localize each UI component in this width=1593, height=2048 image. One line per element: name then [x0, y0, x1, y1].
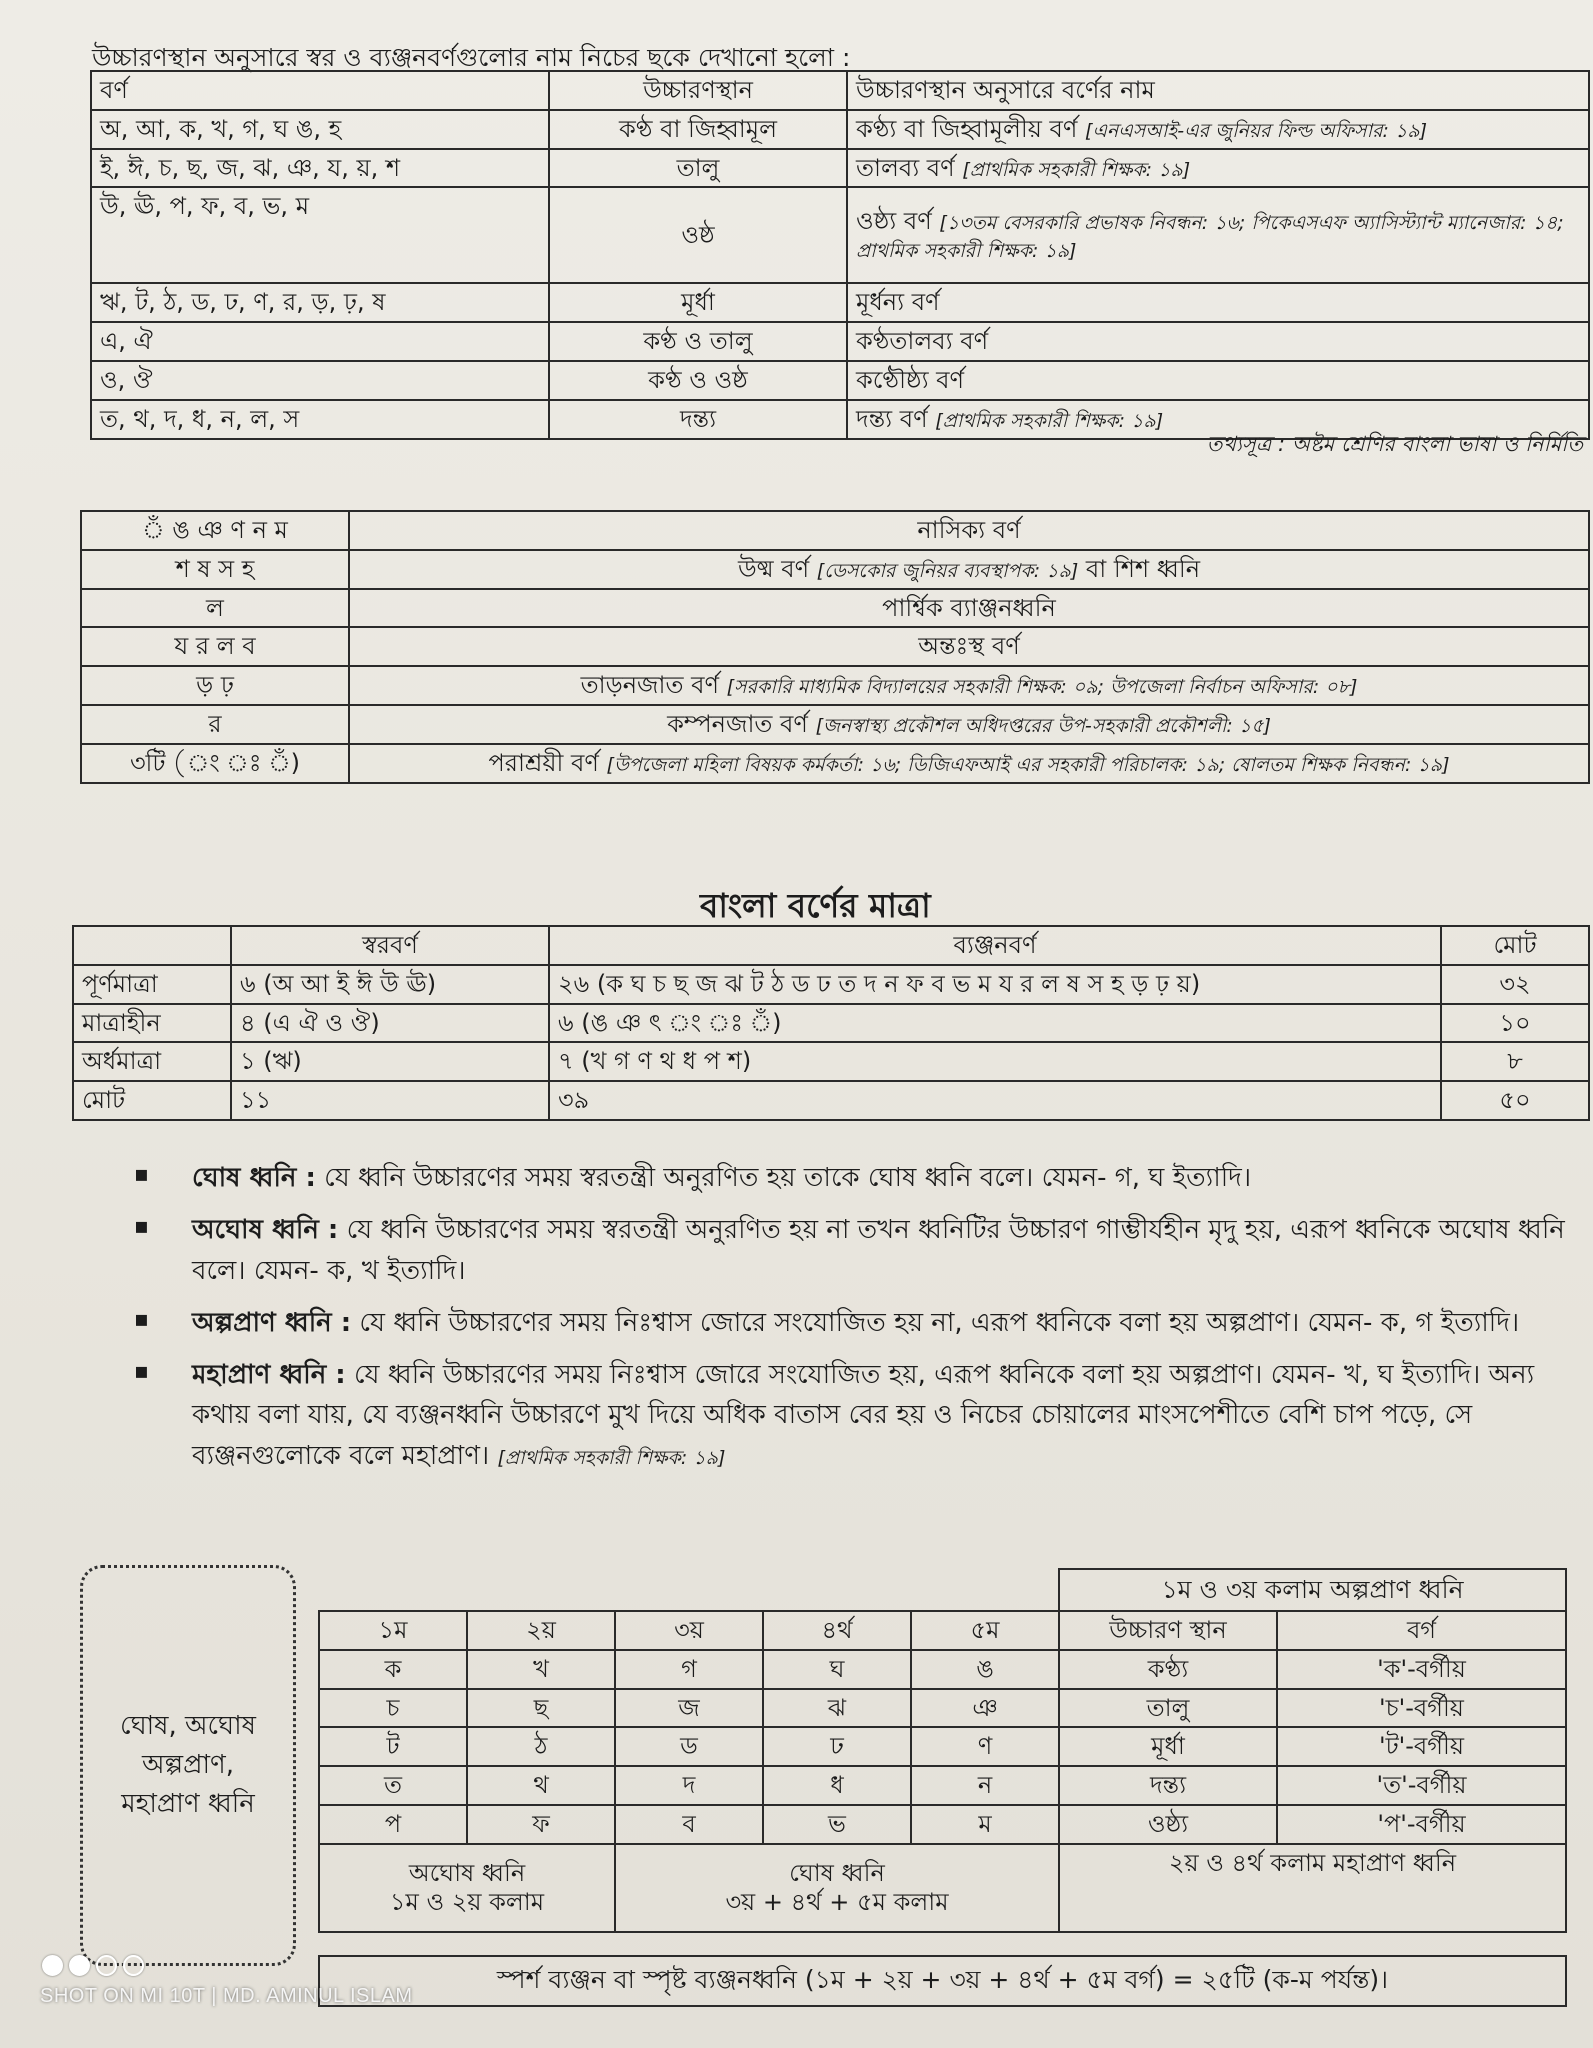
table-cell: 'চ'-বর্গীয় — [1277, 1689, 1566, 1728]
dot — [96, 1955, 117, 1976]
col-header-vowels: স্বরবর্ণ — [231, 926, 549, 965]
place-cell: দন্ত্য — [549, 400, 847, 439]
exam-note: [উপজেলা মহিলা বিষয়ক কর্মকর্তা: ১৬; ডিজিএফআই এর সহকারী পরিচালক: ১৯; ষোলতম শিক্ষক নিবন্ধন: ১৯] — [606, 753, 1450, 776]
table-cell: ম — [911, 1805, 1059, 1844]
table-cell: কণ্ঠ্য — [1059, 1650, 1277, 1689]
col-header-total: মোট — [1441, 926, 1589, 965]
table-header-row — [73, 926, 1589, 965]
col-header-place: উচ্চারণস্থান — [549, 71, 847, 110]
table-cell: ঠ — [467, 1727, 615, 1766]
letter-name: দন্ত্য বর্ণ — [856, 404, 928, 433]
row-label: মাত্রাহীন — [73, 1004, 231, 1043]
matra-table — [72, 925, 1590, 1121]
table-cell: ণ — [911, 1727, 1059, 1766]
col-header-blank — [73, 926, 231, 965]
letters-cell: অ, আ, ক, খ, গ, ঘ ঙ, হ — [91, 110, 549, 149]
place-cell: কণ্ঠ ও ওষ্ঠ — [549, 361, 847, 400]
table-cell: 'প'-বর্গীয় — [1277, 1805, 1566, 1844]
vowels-cell: ৪ (এ ঐ ও ঔ) — [231, 1004, 549, 1043]
table-cell: দন্ত্য — [1059, 1766, 1277, 1805]
section-title: বাংলা বর্ণের মাত্রা — [700, 886, 931, 925]
table-row — [73, 1081, 1589, 1120]
pagination-dots — [42, 1955, 144, 1976]
aghosh-title: অঘোষ ধ্বনি — [408, 1858, 526, 1887]
table-cell: ঙ — [911, 1650, 1059, 1689]
table-row — [73, 1042, 1589, 1081]
table-row — [81, 627, 1589, 666]
letters-cell: ড় ঢ় — [81, 666, 349, 705]
table-cell: ব — [615, 1805, 763, 1844]
letters-cell: ও, ঔ — [91, 361, 549, 400]
table-row — [319, 1766, 1566, 1805]
definition: যে ধ্বনি উচ্চারণের সময় নিঃশ্বাস জোরে সংযোজিত হয় না, এরূপ ধ্বনিকে বলা হয় অল্পপ্রাণ। যেমন- ক, গ ইত্যাদি। — [359, 1307, 1520, 1338]
box-line: মহাপ্রাণ ধ্বনি — [121, 1789, 255, 1819]
exam-note: [প্রাথমিক সহকারী শিক্ষক: ১৯] — [935, 409, 1164, 432]
place-cell: মূর্ধা — [549, 283, 847, 322]
row-label: পূর্ণমাত্রা — [73, 965, 231, 1004]
col-header-name: উচ্চারণস্থান অনুসারে বর্ণের নাম — [847, 71, 1589, 110]
ghosh-sub: ৩য় + ৪র্থ + ৫ম কলাম — [725, 1887, 949, 1916]
letter-name: কম্পনজাত বর্ণ — [667, 709, 808, 738]
vowels-cell: ১১ — [231, 1081, 549, 1120]
exam-note: [প্রাথমিক সহকারী শিক্ষক: ১৯] — [962, 158, 1191, 181]
col-header: ৫ম — [911, 1611, 1059, 1650]
list-item — [140, 1210, 1580, 1291]
sparsha-summary: স্পর্শ ব্যঞ্জন বা স্পৃষ্ট ব্যঞ্জনধ্বনি (১ম + ২য় + ৩য় + ৪র্থ + ৫ম বর্গ) = ২৫টি (ক-ম পর্যন্ত)। — [318, 1955, 1567, 2007]
name-cell — [847, 110, 1589, 149]
table-cell: ঘ — [763, 1650, 911, 1689]
definition: যে ধ্বনি উচ্চারণের সময় স্বরতন্ত্রী অনুরণিত হয় তাকে ঘোষ ধ্বনি বলে। যেমন- গ, ঘ ইত্যাদি। — [324, 1163, 1252, 1193]
term: অঘোষ ধ্বনি : — [192, 1215, 339, 1246]
letters-cell: উ, ঊ, প, ফ, ব, ভ, ম — [91, 187, 549, 283]
table-cell: ছ — [467, 1689, 615, 1728]
phonetic-box-label — [80, 1565, 296, 1966]
table-cell: ভ — [763, 1805, 911, 1844]
letters-cell: এ, ঐ — [91, 322, 549, 361]
col-header: বর্গ — [1277, 1611, 1566, 1650]
alpaprana-header: ১ম ও ৩য় কলাম অল্পপ্রাণ ধ্বনি — [1058, 1568, 1567, 1612]
table-cell: ঞ — [911, 1689, 1059, 1728]
total-cell: ৮ — [1441, 1042, 1589, 1081]
consonants-cell: ৬ (ঙ ঞ ৎ ং ঃ ঁ) — [549, 1004, 1441, 1043]
exam-note: [প্রাথমিক সহকারী শিক্ষক: ১৯] — [497, 1446, 726, 1469]
letters-cell: ল — [81, 589, 349, 628]
name-cell: কণ্ঠৌষ্ঠ্য বর্ণ — [847, 361, 1589, 400]
table-cell: ক — [319, 1650, 467, 1689]
table-cell: 'ত'-বর্গীয় — [1277, 1766, 1566, 1805]
letters-cell: ঋ, ট, ঠ, ড, ঢ, ণ, র, ড়, ঢ়, ষ — [91, 283, 549, 322]
table-row — [81, 705, 1589, 744]
table-row — [73, 1004, 1589, 1043]
table-row — [319, 1844, 1566, 1932]
table-cell: তালু — [1059, 1689, 1277, 1728]
definition: যে ধ্বনি উচ্চারণের সময় নিঃশ্বাস জোরে সংযোজিত হয়, এরূপ ধ্বনিকে বলা হয় অল্পপ্রাণ। যেমন- খ, ঘ ইত্যাদি। অন্য কথায় বলা যায়, যে ব্যঞ্জনধ্বনি উচ্চারণে মুখ দিয়ে অধিক বাতাস বের হয় ও নিচের চোয়ালের মাংসপেশীতে বেশি চাপ পড়ে, সে ব্যঞ্জনগুলোকে বলে মহাপ্রাণ। — [192, 1360, 1535, 1471]
table-cell: খ — [467, 1650, 615, 1689]
letter-name: তাড়নজাত বর্ণ — [580, 671, 719, 700]
table-row — [319, 1689, 1566, 1728]
name-cell: মূর্ধন্য বর্ণ — [847, 283, 1589, 322]
definition-list — [140, 1158, 1580, 1488]
letters-cell: শ ষ স হ — [81, 550, 349, 589]
list-item — [140, 1158, 1580, 1198]
letter-name: পরাশ্রয়ী বর্ণ — [488, 748, 599, 777]
table-row — [91, 187, 1589, 283]
letters-cell: ঁ ঙ ঞ ণ ন ম — [81, 511, 349, 550]
table-cell: ঝ — [763, 1689, 911, 1728]
exam-note: [জনস্বাস্থ্য প্রকৌশল অধিদপ্তরের উপ-সহকারী প্রকৌশলী: ১৫] — [815, 714, 1271, 737]
table-row — [81, 589, 1589, 628]
exam-note: [সরকারি মাধ্যমিক বিদ্যালয়ের সহকারী শিক্ষক: ০৯; উপজেলা নির্বাচন অফিসার: ০৮] — [726, 676, 1358, 699]
col-header: ৩য় — [615, 1611, 763, 1650]
mahaprana-cell: ২য় ও ৪র্থ কলাম মহাপ্রাণ ধ্বনি — [1059, 1844, 1566, 1932]
col-header-letters: বর্ণ — [91, 71, 549, 110]
place-cell: কণ্ঠ বা জিহ্বামূল — [549, 110, 847, 149]
box-line: ঘোষ, অঘোষ — [120, 1711, 256, 1741]
col-header: উচ্চারণ স্থান — [1059, 1611, 1277, 1650]
row-label: মোট — [73, 1081, 231, 1120]
table-row — [91, 322, 1589, 361]
exam-note: [ডেসকোর জুনিয়র ব্যবস্থাপক: ১৯] — [816, 559, 1079, 582]
list-item — [140, 1355, 1580, 1476]
table-cell: চ — [319, 1689, 467, 1728]
table-row — [73, 965, 1589, 1004]
table-row — [319, 1650, 1566, 1689]
table-cell: জ — [615, 1689, 763, 1728]
aghosh-sub: ১ম ও ২য় কলাম — [389, 1887, 545, 1916]
source-note: তথ্যসূত্র : অষ্টম শ্রেণির বাংলা ভাষা ও নির্মিতি — [1206, 432, 1583, 456]
ghosh-title: ঘোষ ধ্বনি — [789, 1858, 885, 1887]
name-cell: কণ্ঠতালব্য বর্ণ — [847, 322, 1589, 361]
col-header-consonants: ব্যঞ্জনবর্ণ — [549, 926, 1441, 965]
name-cell — [349, 744, 1589, 783]
place-cell: ওষ্ঠ — [549, 187, 847, 283]
place-cell: তালু — [549, 149, 847, 188]
col-header: ১ম — [319, 1611, 467, 1650]
letters-cell: র — [81, 705, 349, 744]
letter-name: কণ্ঠ্য বা জিহ্বামূলীয় বর্ণ — [856, 114, 1078, 143]
table-cell: প — [319, 1805, 467, 1844]
col-header: ৪র্থ — [763, 1611, 911, 1650]
table-cell: ফ — [467, 1805, 615, 1844]
pronunciation-place-table — [90, 70, 1590, 440]
dot — [69, 1955, 90, 1976]
vowels-cell: ১ (ঋ) — [231, 1042, 549, 1081]
intro-text: উচ্চারণস্থান অনুসারে স্বর ও ব্যঞ্জনবর্ণগুলোর নাম নিচের ছকে দেখানো হলো : — [92, 43, 851, 72]
consonants-cell: ৭ (খ গ ণ থ ধ প শ) — [549, 1042, 1441, 1081]
table-cell: দ — [615, 1766, 763, 1805]
term: অল্পপ্রাণ ধ্বনি : — [192, 1307, 352, 1338]
letter-name: ওষ্ঠ্য বর্ণ — [856, 206, 932, 235]
dot — [123, 1955, 144, 1976]
total-cell: ৩২ — [1441, 965, 1589, 1004]
name-cell — [847, 187, 1589, 283]
term: ঘোষ ধ্বনি : — [192, 1163, 316, 1193]
sparsha-varna-table — [318, 1610, 1567, 1933]
table-cell: 'ট'-বর্গীয় — [1277, 1727, 1566, 1766]
exam-note: [এনএসআই-এর জুনিয়র ফিল্ড অফিসার: ১৯] — [1085, 119, 1428, 142]
table-cell: ধ — [763, 1766, 911, 1805]
box-line: অল্পপ্রাণ, — [141, 1750, 234, 1780]
exam-note: [১৩তম বেসরকারি প্রভাষক নিবন্ধন: ১৬; পিকেএসএফ অ্যাসিস্ট্যান্ট ম্যানেজার: ১৪; প্রাথমিক সহকারী শিক্ষক: ১৯] — [856, 211, 1564, 263]
ghosh-cell — [615, 1844, 1059, 1932]
dot — [42, 1955, 63, 1976]
table-header-row — [91, 71, 1589, 110]
table-cell: ওষ্ঠ্য — [1059, 1805, 1277, 1844]
table-cell: ট — [319, 1727, 467, 1766]
alt-name: বা শিশ ধ্বনি — [1085, 554, 1201, 583]
table-cell: ন — [911, 1766, 1059, 1805]
name-cell — [349, 705, 1589, 744]
camera-watermark: SHOT ON MI 10T | MD. AMINUL ISLAM — [40, 1985, 413, 2007]
table-row — [91, 149, 1589, 188]
table-row — [319, 1727, 1566, 1766]
table-row — [81, 744, 1589, 783]
name-cell — [349, 666, 1589, 705]
table-header-row — [319, 1611, 1566, 1650]
letters-cell: ত, থ, দ, ধ, ন, ল, স — [91, 400, 549, 439]
term: মহাপ্রাণ ধ্বনি : — [192, 1360, 346, 1391]
letter-name: উষ্ম বর্ণ — [737, 554, 810, 583]
aghosh-cell — [319, 1844, 615, 1932]
name-cell — [847, 149, 1589, 188]
table-row — [81, 511, 1589, 550]
table-row — [81, 550, 1589, 589]
table-row — [91, 110, 1589, 149]
name-cell: পার্শ্বিক ব্যাঞ্জনধ্বনি — [349, 589, 1589, 628]
name-cell: নাসিক্য বর্ণ — [349, 511, 1589, 550]
letter-name: তালব্য বর্ণ — [856, 153, 955, 182]
consonants-cell: ২৬ (ক ঘ চ ছ জ ঝ ট ঠ ড ঢ ত দ ন ফ ব ভ ম য র ল ষ স হ ড় ঢ় য়) — [549, 965, 1441, 1004]
name-cell — [349, 550, 1589, 589]
table-cell: 'ক'-বর্গীয় — [1277, 1650, 1566, 1689]
table-cell: মূর্ধা — [1059, 1727, 1277, 1766]
letters-cell: ৩টি (ং ঃ ঁ) — [81, 744, 349, 783]
name-cell: অন্তঃস্থ বর্ণ — [349, 627, 1589, 666]
table-row — [91, 361, 1589, 400]
table-row — [91, 283, 1589, 322]
row-label: অর্ধমাত্রা — [73, 1042, 231, 1081]
table-row — [81, 666, 1589, 705]
table-cell: ত — [319, 1766, 467, 1805]
table-cell: ড — [615, 1727, 763, 1766]
total-cell: ৫০ — [1441, 1081, 1589, 1120]
definition: যে ধ্বনি উচ্চারণের সময় স্বরতন্ত্রী অনুরণিত হয় না তখন ধ্বনিটির উচ্চারণ গাম্ভীর্যহীন মৃদু হয়, এরূপ ধ্বনিকে অঘোষ ধ্বনি বলে। যেমন- ক, খ ইত্যাদি। — [192, 1215, 1565, 1286]
vowels-cell: ৬ (অ আ ই ঈ উ ঊ) — [231, 965, 549, 1004]
col-header: ২য় — [467, 1611, 615, 1650]
place-cell: কণ্ঠ ও তালু — [549, 322, 847, 361]
total-cell: ১০ — [1441, 1004, 1589, 1043]
letter-class-table — [80, 510, 1590, 784]
consonants-cell: ৩৯ — [549, 1081, 1441, 1120]
table-row — [319, 1805, 1566, 1844]
table-cell: গ — [615, 1650, 763, 1689]
letters-cell: ই, ঈ, চ, ছ, জ, ঝ, ঞ, য, য়, শ — [91, 149, 549, 188]
table-cell: ঢ — [763, 1727, 911, 1766]
table-cell: থ — [467, 1766, 615, 1805]
list-item — [140, 1303, 1580, 1343]
letters-cell: য র ল ব — [81, 627, 349, 666]
